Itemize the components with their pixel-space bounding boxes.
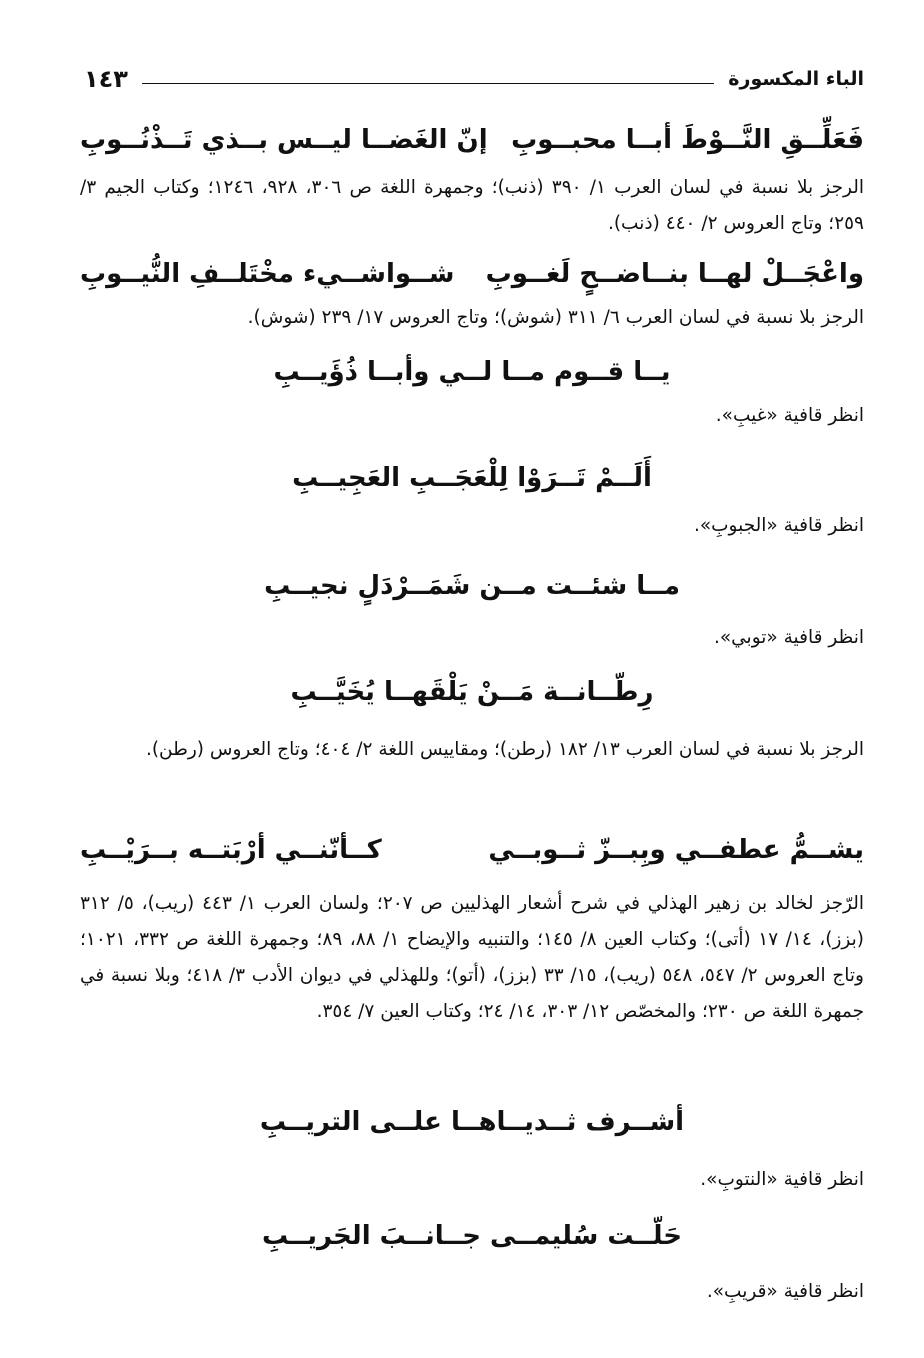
verse-2-first-hemistich: واعْجَــلْ لهــا بنــاضــحٍ لَغــوبِ	[485, 259, 864, 289]
verse-2-second-hemistich: شــواشــيء مخْتَلــفِ النُّيــوبِ	[80, 259, 455, 289]
verse-1	[80, 120, 864, 160]
verse-1-first-hemistich: فَعَلِّــقِ النَّــوْطَ أبــا محبــوبِ	[511, 125, 864, 155]
verse-6: رِطّــانــة مَــنْ يَلْقَهــا يُخَيَّــبِ	[290, 677, 654, 707]
verse-1-second-hemistich: إنّ الغَضــا ليــس بــذي تَــذْنُــوبِ	[80, 125, 488, 155]
verse-9-cross-reference: انظر قافية «قريبِ».	[706, 1281, 864, 1302]
verse-4-cross-reference: انظر قافية «الجبوبِ».	[693, 515, 864, 536]
verse-3: يــا قــوم مــا لــي وأبــا ذُؤَيــبِ	[273, 357, 671, 387]
verse-5-cross-reference: انظر قافية «توبي».	[713, 627, 864, 648]
verse-5: مــا شئــت مــن شَمَــرْدَلٍ نجيــبِ	[264, 571, 680, 601]
verse-4: أَلَــمْ تَــرَوْا لِلْعَجَــبِ العَجِيــبِ	[292, 463, 652, 493]
verse-6-source-note: الرجز بلا نسبة في لسان العرب ١٣/ ١٨٢ (رطن)؛ ومقاييس اللغة ٢/ ٤٠٤؛ وتاج العروس (رطن).	[145, 739, 864, 760]
running-title: الباء المكسورة	[728, 68, 864, 90]
header-rule	[142, 83, 714, 84]
verse-8-cross-reference: انظر قافية «النتوبِ».	[700, 1169, 864, 1190]
verse-7	[80, 830, 864, 870]
verse-2	[80, 254, 864, 294]
verse-8: أشــرف ثــديــاهــا علــى التريــبِ	[259, 1107, 685, 1137]
verse-7-source-note: الرّجز لخالد بن زهير الهذلي في شرح أشعار الهذليين ص ٢٠٧؛ ولسان العرب ١/ ٤٤٣ (ريب)، ٥/ ٣١٢ (بزز)، ١٤/ ١٧ (أتى)؛ وكتاب العين ٨/ ١٤٥؛ والتنبيه والإيضاح ١/ ٨٨، ٨٩؛ وجمهرة اللغة ص ٣٣٢، ١٠٢١؛ وتاج العروس ٢/ ٥٤٧، ٥٤٨ (ريب)، ١٥/ ٣٣ (بزز)، (أتو)؛ وللهذلي في ديوان الأدب ٣/ ٤١٨؛ وبلا نسبة في جمهرة اللغة ص ٢٣٠؛ والمخصّص ١٢/ ٣٠٣، ١٤/ ٢٤؛ وكتاب العين ٧/ ٣٥٤.	[80, 893, 864, 1022]
verse-7-second-hemistich: كــأنّنــي أرْبَتــه بــرَيْــبِ	[80, 835, 382, 865]
verse-2-source-note: الرجز بلا نسبة في لسان العرب ٦/ ٣١١ (شوش)؛ وتاج العروس ١٧/ ٢٣٩ (شوش).	[247, 307, 864, 328]
verse-1-source-note: الرجز بلا نسبة في لسان العرب ١/ ٣٩٠ (ذنب)؛ وجمهرة اللغة ص ٣٠٦، ٩٢٨، ١٢٤٦؛ وكتاب الجيم ٣/ ٢٥٩؛ وتاج العروس ٢/ ٤٤٠ (ذنب).	[80, 177, 865, 234]
verse-9: حَلّــت سُليمــى جــانــبَ الجَريــبِ	[261, 1221, 683, 1251]
page-number: ١٤٣	[84, 65, 128, 93]
verse-7-first-hemistich: يشــمُّ عطفــي وبِبــزّ ثــوبــي	[488, 835, 864, 865]
page-header	[84, 62, 864, 96]
verse-3-cross-reference: انظر قافية «غيبِ».	[715, 405, 864, 426]
